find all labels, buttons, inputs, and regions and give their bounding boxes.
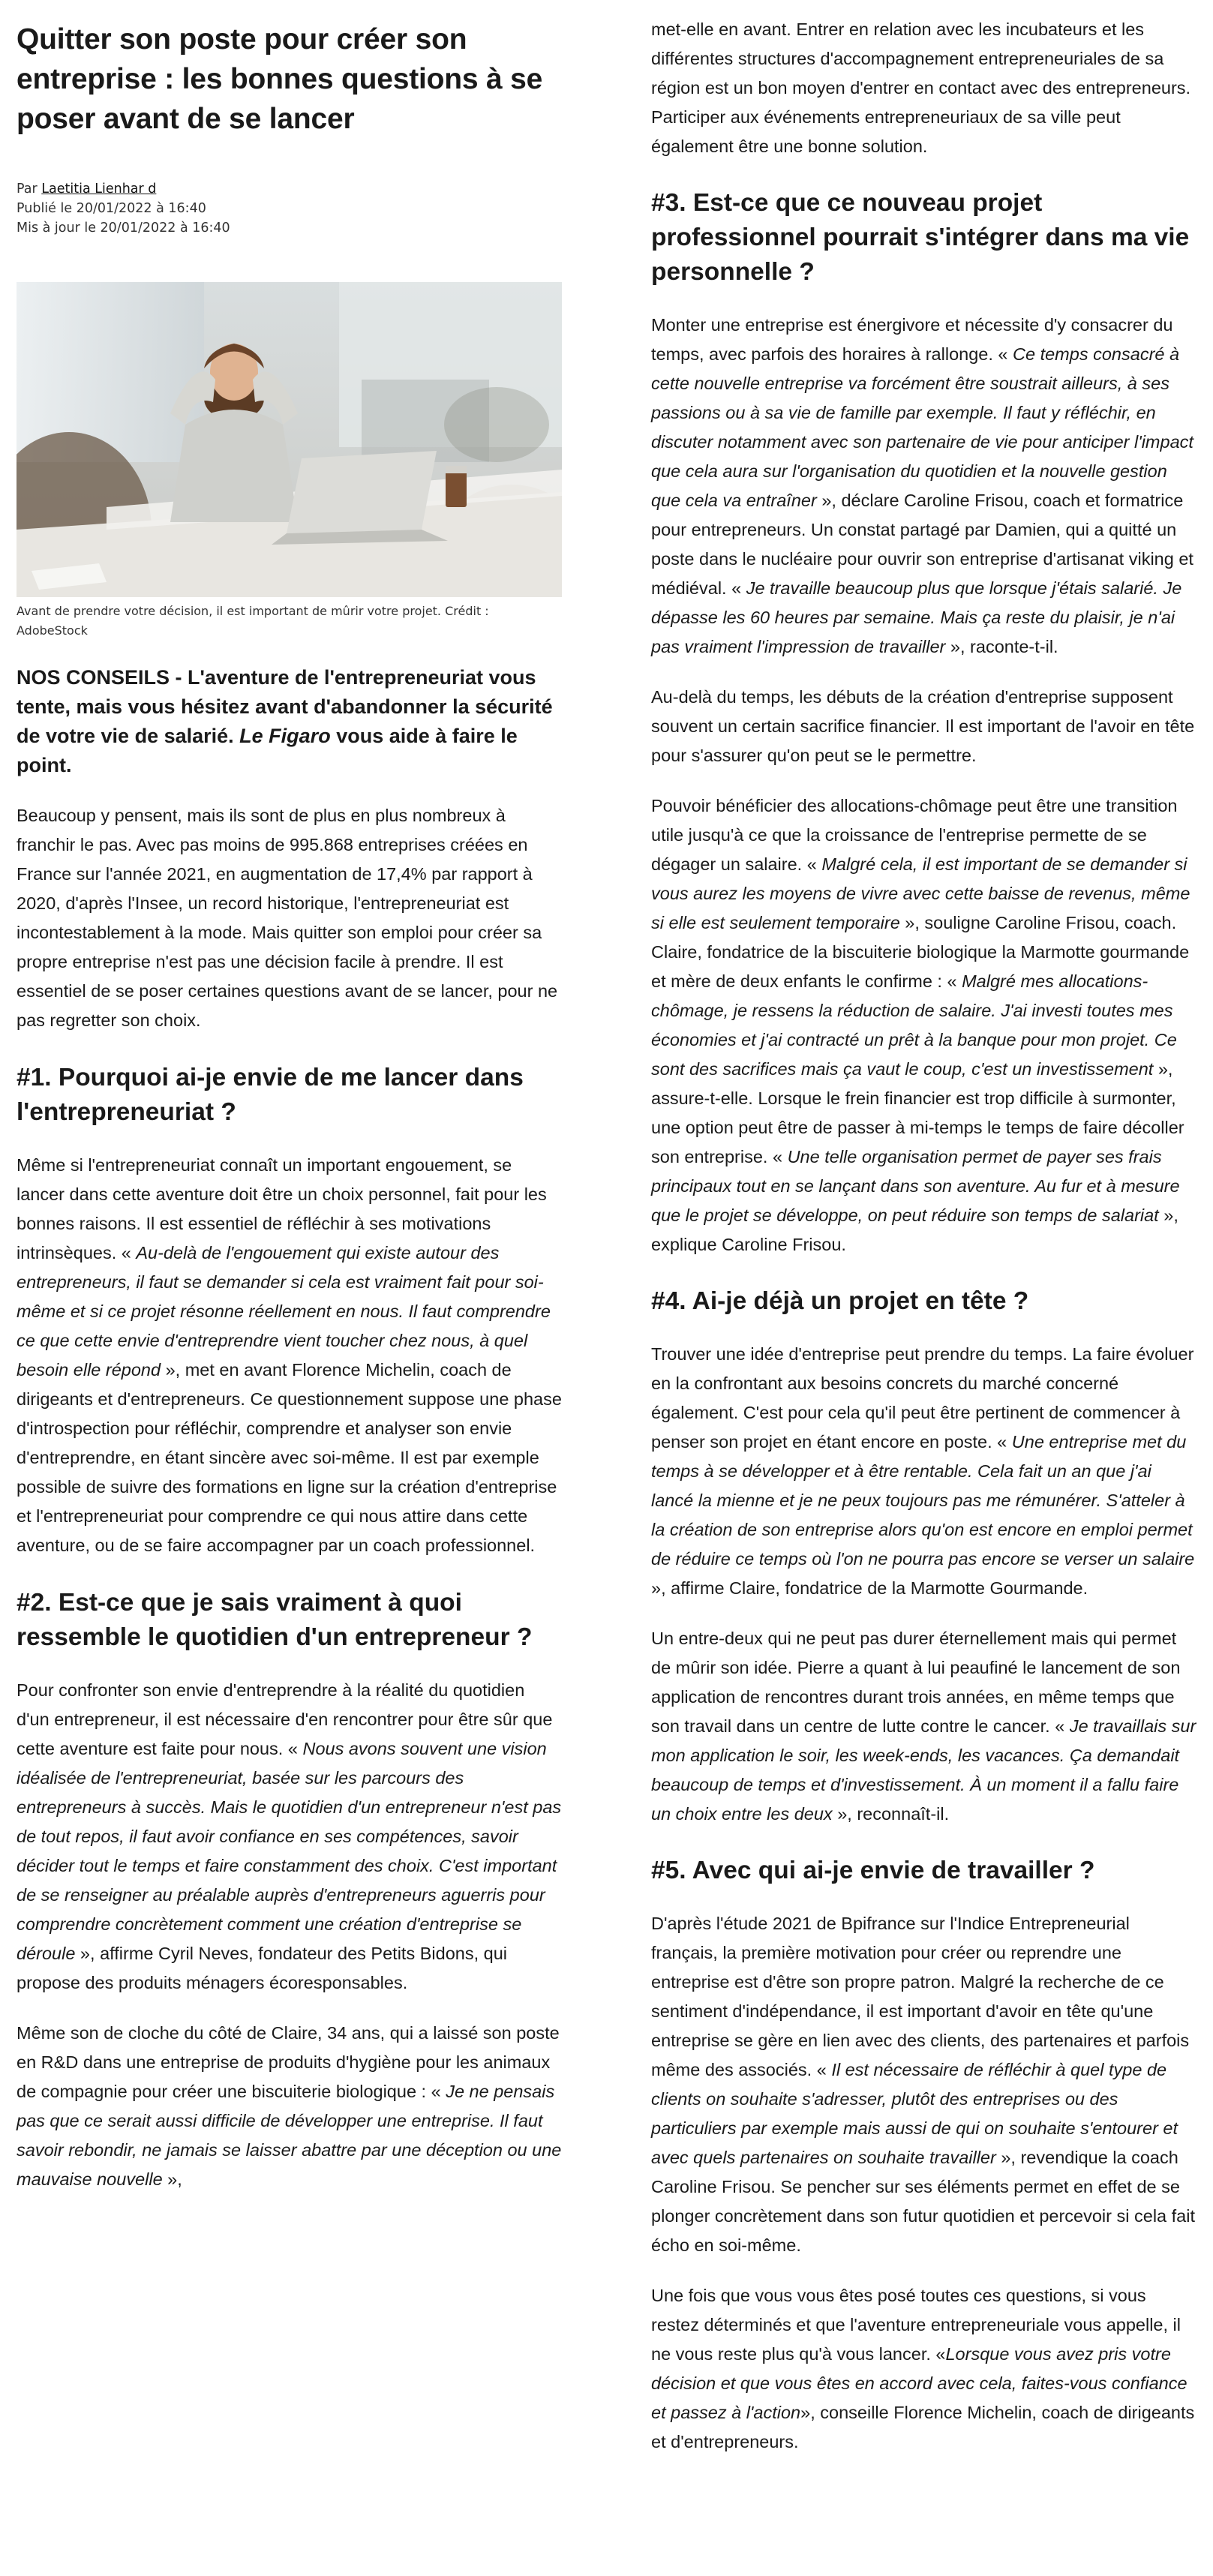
text: », souligne Caroline Frisou, coach. Claire, fondatrice de la biscuiterie biologique la Marmotte gourmande et mère de deux enfants le confirme : «: [651, 913, 1190, 991]
lead-text: NOS CONSEILS - L'aventure de l'entrepreneuriat vous tente, mais vous hésitez avant d'abandonner la sécurité de votre vie de salarié.: [17, 666, 553, 747]
quote: Je ne pensais pas que ce serait aussi difficile de développer une entreprise. Il faut savoir rebondir, ne jamais se laisser abattre par une déception ou une mauvaise nouvelle: [17, 2082, 562, 2189]
lead-text-end: vous aide à faire le point.: [17, 725, 518, 776]
text: », déclare Caroline Frisou, coach et formatrice pour entrepreneurs. Un constat partagé par Damien, qui a quitté un poste dans le nucléaire pour ouvrir son entreprise d'artisanat viking et médiéval. «: [651, 491, 1193, 598]
byline: [17, 179, 562, 238]
updated-date: Mis à jour le 20/01/2022 à 16:40: [17, 221, 230, 236]
text: », revendique la coach Caroline Frisou. Se pencher sur ses éléments permet en effet de se plonger concrètement dans son futur quotidien et percevoir si cela fait écho en soi-même.: [651, 2148, 1196, 2255]
author-link[interactable]: Laetitia Lienhar d: [41, 182, 157, 197]
section-3-paragraph-1: [651, 311, 1196, 662]
quote: Je travaillais sur mon application le soir, les week-ends, les vacances. Ça demandait beaucoup de temps et d'investissement. À un moment il a fallu faire un choix entre les deux: [651, 1716, 1196, 1824]
section-2-paragraph-1: [17, 1676, 562, 1998]
text: »,: [162, 2169, 182, 2189]
quote: Il est nécessaire de réfléchir à quel type de clients on souhaite s'adresser, plutôt des entreprises ou des particuliers par exemple mais aussi de qui on souhaite s'entourer et avec quels partenaires on souhaite travailler: [651, 2060, 1178, 2167]
section-1-heading: #1. Pourquoi ai-je envie de me lancer dans l'entrepreneuriat ?: [17, 1064, 524, 1126]
text: », explique Caroline Frisou.: [651, 1205, 1178, 1254]
section-3-heading: #3. Est-ce que ce nouveau projet professionnel pourrait s'intégrer dans ma vie personnelle ?: [651, 189, 1190, 286]
text: met-elle en avant. Entrer en relation avec les incubateurs et les différentes structures d'accompagnement entrepreneuriales de sa région est un bon moyen d'entrer en contact avec des entrepreneurs. Participer aux événements entrepreneuriaux de sa ville peut également être une bonne solution.: [651, 20, 1191, 156]
quote: Lorsque vous avez pris votre décision et que vous êtes en accord avec cela, faites-vous confiance et passez à l'action: [651, 2344, 1187, 2422]
section-1-paragraph: [17, 1151, 562, 1560]
section-4-heading: #4. Ai-je déjà un projet en tête ?: [651, 1287, 1029, 1315]
text: Un entre-deux qui ne peut pas durer éternellement mais qui permet de mûrir son idée. Pierre a quant à lui peaufiné le lancement de son application de rencontres durant trois années, en même temps que son travail dans un centre de lutte contre le cancer. «: [651, 1629, 1181, 1736]
quote: Je travaille beaucoup plus que lorsque j'étais salarié. Je dépasse les 60 heures par semaine. Mais ça reste du plaisir, je n'ai pas vraiment l'impression de travailler: [651, 578, 1182, 656]
text: », reconnaît-il.: [832, 1804, 950, 1824]
text: », met en avant Florence Michelin, coach de dirigeants et d'entrepreneurs. Ce questionnement suppose une phase d'introspection pour réfléchir, comprendre et analyser son envie d'entreprendre, en étant sincère avec soi-même. Il est par exemple possible de suivre des formations en ligne sur la création d'entreprise et l'entrepreneuriat pour comprendre ce qui nous attire dans cette aventure, ou de se faire accompagner par un coach professionnel.: [17, 1360, 562, 1555]
text: », affirme Claire, fondatrice de la Marmotte Gourmande.: [651, 1578, 1088, 1598]
published-date: Publié le 20/01/2022 à 16:40: [17, 201, 206, 216]
text: Même si l'entrepreneuriat connaît un important engouement, se lancer dans cette aventure doit être un choix personnel, fait pour les bonnes raisons. Il est essentiel de réfléchir à ses motivations intrinsèques. «: [17, 1155, 547, 1262]
section-2-heading: #2. Est-ce que je sais vraiment à quoi ressemble le quotidien d'un entrepreneur ?: [17, 1589, 533, 1651]
quote: Ce temps consacré à cette nouvelle entreprise va forcément être soustrait ailleurs, à ses passions ou à sa vie de famille par exemple. Il faut y réfléchir, en discuter notamment avec son partenaire de vie pour anticiper l'impact que cela aura sur l'organisation du quotidien et la nouvelle gestion que cela va entraîner: [651, 344, 1193, 510]
right-column: [651, 0, 1196, 2457]
author-line: [17, 179, 562, 199]
text: Pour confronter son envie d'entreprendre à la réalité du quotidien d'un entrepreneur, il est nécessaire d'en rencontrer pour être sûr que cette aventure est faite pour nous. «: [17, 1680, 553, 1758]
article-photo: [17, 282, 562, 597]
quote: Au-delà de l'engouement qui existe autour des entrepreneurs, il faut se demander si cela est vraiment fait pour soi-même et si ce projet résonne réellement en nous. Il faut comprendre ce que cette envie d'entreprendre vient toucher chez nous, à quel besoin elle répond: [17, 1243, 551, 1380]
text: D'après l'étude 2021 de Bpifrance sur l'Indice Entrepreneurial français, la première motivation pour créer ou reprendre une entreprise est d'être son propre patron. Malgré la recherche de ce sentiment d'indépendance, il est important d'avoir en tête qu'une entreprise se gère en lien avec des clients, des partenaires et parfois même des associés. «: [651, 1914, 1190, 2079]
section-3-paragraph-2: Au-delà du temps, les débuts de la création d'entreprise supposent souvent un certain sacrifice financier. Il est important de l'avoir en tête pour s'assurer qu'on peut se le permettre.: [651, 687, 1195, 765]
article-lead: [17, 663, 562, 780]
text: Trouver une idée d'entreprise peut prendre du temps. La faire évoluer en la confrontant aux besoins concrets du marché concerné également. C'est pour cela qu'il peut être pertinent de commencer à penser son projet en étant encore en poste. «: [651, 1344, 1194, 1452]
article-title: Quitter son poste pour créer son entreprise : les bonnes questions à se poser avant de se lancer: [17, 23, 543, 135]
woman-at-desk-illustration: [17, 282, 562, 597]
lead-publication: Le Figaro: [239, 725, 331, 747]
section-4-paragraph-1: [651, 1340, 1196, 1603]
text: Pouvoir bénéficier des allocations-chômage peut être une transition utile jusqu'à ce que la croissance de l'entreprise permette de se dégager un salaire. «: [651, 796, 1178, 874]
quote: Malgré mes allocations-chômage, je ressens la réduction de salaire. J'ai investi toutes mes économies et j'ai contracté un prêt à la banque pour mon projet. Ce sont des sacrifices mais ça vaut le coup, c'est un investissement: [651, 971, 1177, 1079]
quote: Nous avons souvent une vision idéalisée de l'entrepreneuriat, basée sur les parcours des entrepreneurs à succès. Mais le quotidien d'un entrepreneur n'est pas de tout repos, il faut avoir confiance en ses compétences, savoir décider tout le temps et faire constamment des choix. C'est important de se renseigner au préalable auprès d'entrepreneurs aguerris pour comprendre concrètement comment une création d'entreprise se déroule: [17, 1739, 562, 1963]
quote: Une entreprise met du temps à se développer et à être rentable. Cela fait un an que j'ai lancé la mienne et je ne peux toujours pas me rémunérer. S'atteler à la création de son entreprise alors qu'on est encore en emploi permet de réduire ce temps où l'on ne pourra pas encore se verser un salaire: [651, 1432, 1195, 1569]
author-prefix: Par: [17, 182, 42, 197]
section-5-heading: #5. Avec qui ai-je envie de travailler ?: [651, 1857, 1095, 1884]
text: », assure-t-elle. Lorsque le frein financier est trop difficile à surmonter, une option peut être de passer à mi-temps le temps de faire décoller son entreprise. «: [651, 1059, 1184, 1166]
text: Une fois que vous vous êtes posé toutes ces questions, si vous restez déterminés et que l'aventure entrepreneuriale vous appelle, il ne vous reste plus qu'à vous lancer. «: [651, 2286, 1181, 2364]
text: », conseille Florence Michelin, coach de dirigeants et d'entrepreneurs.: [651, 2403, 1195, 2451]
section-3-paragraph-3: [651, 791, 1196, 1259]
section-5-paragraph-1: [651, 1909, 1196, 2260]
section-4-paragraph-2: [651, 1624, 1196, 1829]
section-2-paragraph-2-start: [17, 2019, 562, 2194]
intro-paragraph: Beaucoup y pensent, mais ils sont de plus en plus nombreux à franchir le pas. Avec pas moins de 995.868 entreprises créées en France sur l'année 2021, en augmentation de 17,4% par rapport à 2020, d'après l'Insee, un record historique, l'entrepreneuriat est incontestablement à la mode. Mais quitter son emploi pour créer sa propre entreprise n'est pas une décision facile à prendre. Il est essentiel de se poser certaines questions avant de se lancer, pour ne pas regretter son choix.: [17, 806, 558, 1030]
text: », raconte-t-il.: [945, 637, 1058, 656]
text: », affirme Cyril Neves, fondateur des Petits Bidons, qui propose des produits ménagers écoresponsables.: [17, 1944, 507, 1992]
quote: Une telle organisation permet de payer ses frais principaux tout en se lançant dans son aventure. Au fur et à mesure que le projet se développe, on peut réduire son temps de salariat: [651, 1147, 1180, 1225]
photo-caption: Avant de prendre votre décision, il est important de mûrir votre projet. Crédit : AdobeStock: [17, 604, 489, 638]
quote: Malgré cela, il est important de se demander si vous aurez les moyens de vivre avec cette baisse de revenus, même si elle est seulement temporaire: [651, 854, 1190, 932]
text: Monter une entreprise est énergivore et nécessite d'y consacrer du temps, avec parfois des horaires à rallonge. «: [651, 315, 1173, 364]
left-column: [17, 0, 562, 2194]
text: Même son de cloche du côté de Claire, 34 ans, qui a laissé son poste en R&D dans une entreprise de produits d'hygiène pour les animaux de compagnie pour créer une biscuiterie biologique : «: [17, 2023, 560, 2101]
section-5-paragraph-2: [651, 2281, 1196, 2457]
section-2-paragraph-2-end: [651, 15, 1196, 161]
